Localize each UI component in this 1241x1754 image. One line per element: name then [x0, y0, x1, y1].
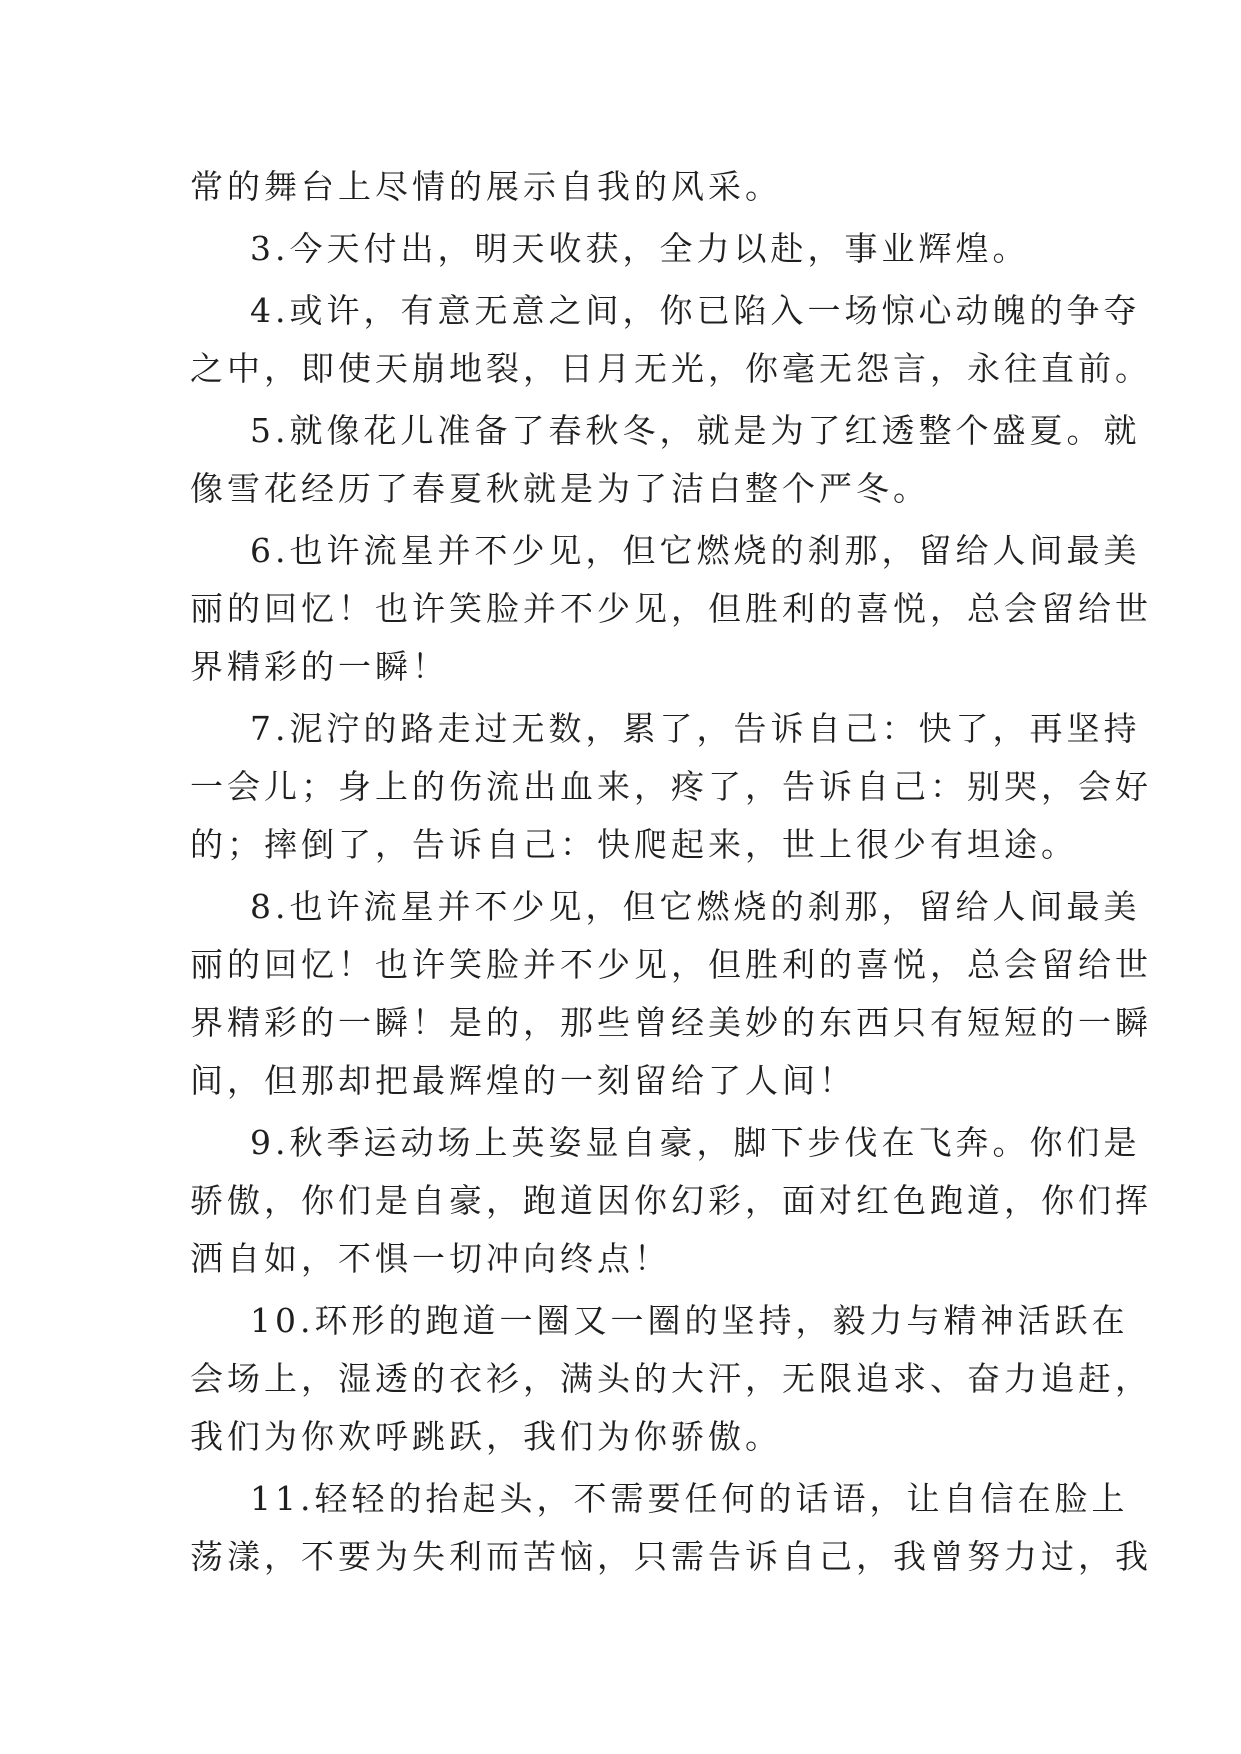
text-line: 7.泥泞的路走过无数，累了，告诉自己：快了，再坚持 [250, 709, 1141, 748]
text-line: 9.秋季运动场上英姿显自豪，脚下步伐在飞奔。你们是 [250, 1123, 1141, 1162]
text-line: 3.今天付出，明天收获，全力以赴，事业辉煌。 [250, 229, 1030, 268]
text-line: 会场上，湿透的衣衫，满头的大汗，无限追求、奋力追赶， [190, 1359, 1152, 1398]
text-line: 丽的回忆！也许笑脸并不少见，但胜利的喜悦，总会留给世 [190, 589, 1152, 628]
text-line: 6.也许流星并不少见，但它燃烧的刹那，留给人间最美 [250, 531, 1141, 570]
text-line: 10.环形的跑道一圈又一圈的坚持，毅力与精神活跃在 [250, 1301, 1129, 1340]
text-line: 一会儿；身上的伤流出血来，疼了，告诉自己：别哭，会好 [190, 767, 1152, 806]
text-line: 丽的回忆！也许笑脸并不少见，但胜利的喜悦，总会留给世 [190, 945, 1152, 984]
text-line: 常的舞台上尽情的展示自我的风采。 [190, 167, 782, 206]
text-line: 间，但那却把最辉煌的一刻留给了人间！ [190, 1061, 856, 1100]
text-line: 4.或许，有意无意之间，你已陷入一场惊心动魄的争夺 [250, 291, 1141, 330]
text-line: 荡漾，不要为失利而苦恼，只需告诉自己，我曾努力过，我 [190, 1537, 1152, 1576]
text-line: 界精彩的一瞬！是的，那些曾经美妙的东西只有短短的一瞬 [190, 1003, 1152, 1042]
text-line: 之中，即使天崩地裂，日月无光，你毫无怨言，永往直前。 [190, 349, 1152, 388]
text-line: 界精彩的一瞬！ [190, 647, 449, 686]
text-line: 5.就像花儿准备了春秋冬，就是为了红透整个盛夏。就 [250, 411, 1141, 450]
document-body [190, 158, 1152, 1586]
text-line: 像雪花经历了春夏秋就是为了洁白整个严冬。 [190, 469, 930, 508]
text-line: 11.轻轻的抬起头，不需要任何的话语，让自信在脸上 [250, 1479, 1129, 1518]
text-line: 8.也许流星并不少见，但它燃烧的刹那，留给人间最美 [250, 887, 1141, 926]
text-line: 的；摔倒了，告诉自己：快爬起来，世上很少有坦途。 [190, 825, 1078, 864]
text-line: 骄傲，你们是自豪，跑道因你幻彩，面对红色跑道，你们挥 [190, 1181, 1152, 1220]
text-line: 我们为你欢呼跳跃，我们为你骄傲。 [190, 1417, 782, 1456]
text-line: 洒自如，不惧一切冲向终点！ [190, 1239, 671, 1278]
